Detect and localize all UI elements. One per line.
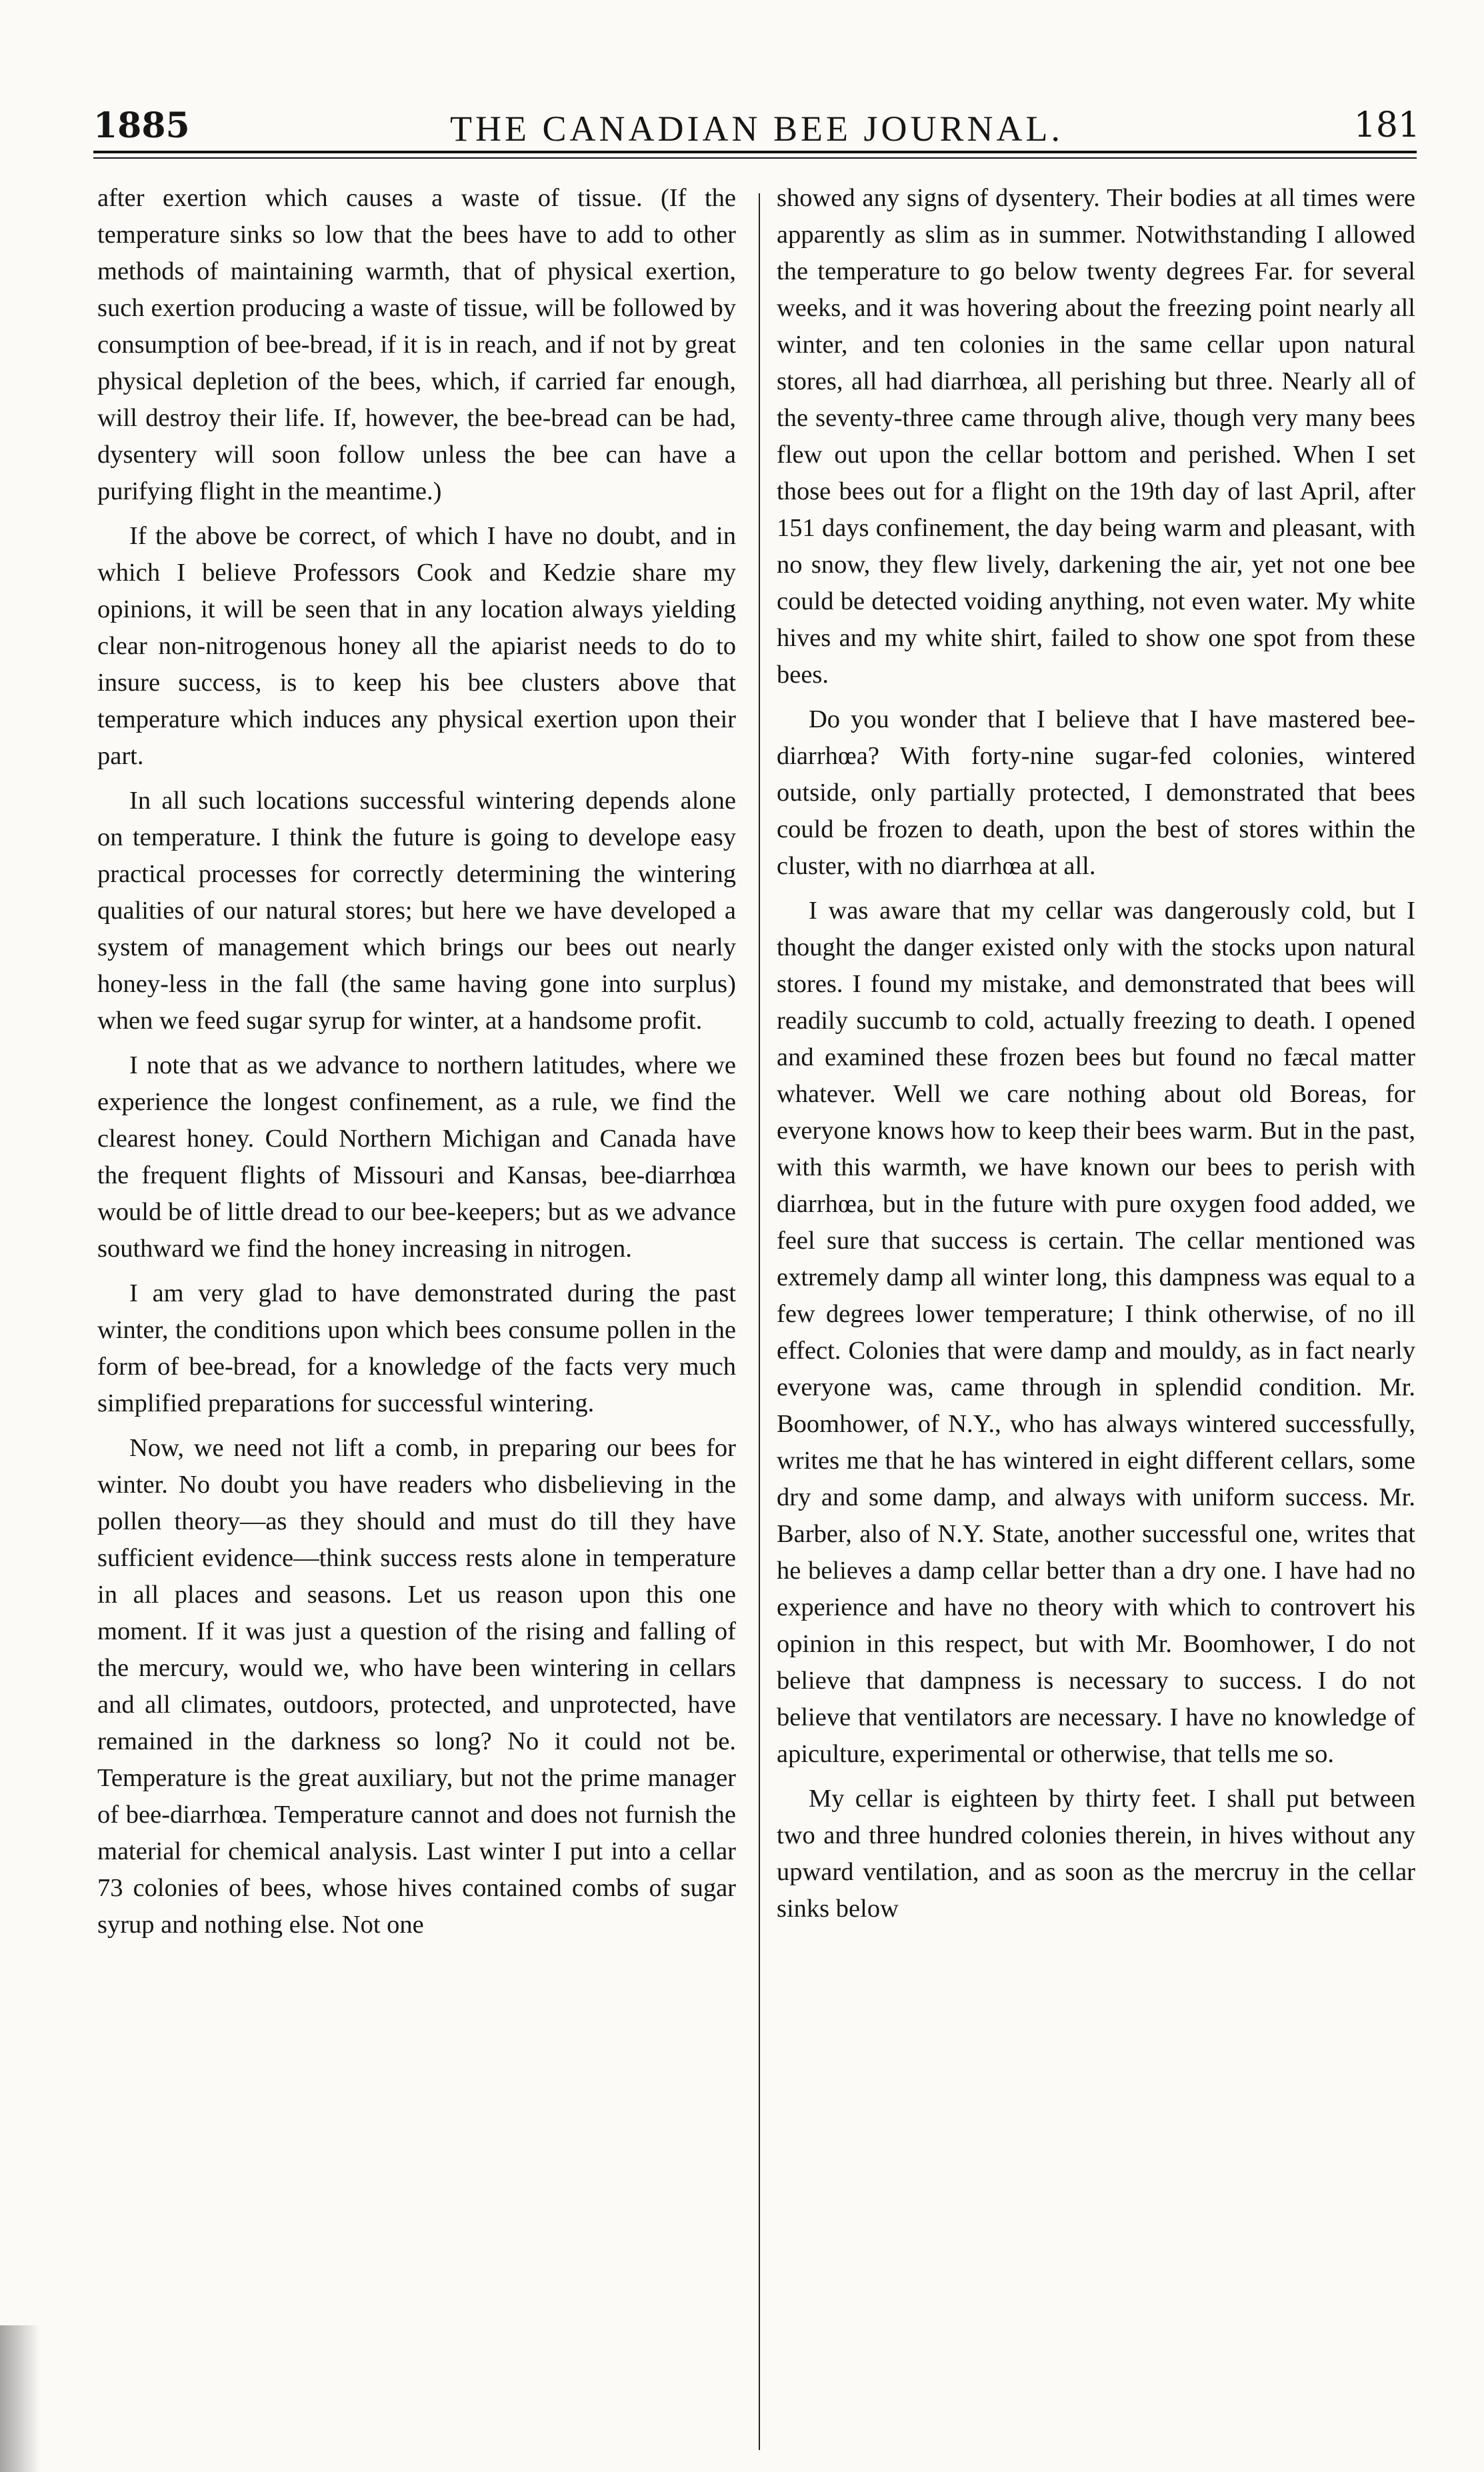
paragraph: showed any signs of dysentery. Their bodies at all times were apparently as slim as in summer. Notwithstanding I allowed the temperature to go below twenty degrees Far. for several weeks, and it was hovering about the freezing point nearly all winter, and ten colonies in the same cellar upon natural stores, all had diarrhœa, all perishing but three. Nearly all of the seventy-three came through alive, though very many bees flew out upon the cellar bottom and perished. When I set those bees out for a flight on the 19th day of last April, after 151 days confinement, the day being warm and pleasant, with no snow, they flew lively, darkening the air, yet not one bee could be detected voiding anything, not even water. My white hives and my white shirt, failed to show one spot from these bees. (777, 184, 1415, 689)
page-binding-shadow (0, 2325, 40, 2472)
paragraph: In all such locations successful wintering depends alone on temperature. I think the future is going to develope easy practical processes for correctly determining the wintering qualities of our natural stores; but here we have developed a system of management which brings our bees out nearly honey-less in the fall (the same having gone into surplus) when we feed sugar syrup for winter, at a handsome profit. (97, 787, 736, 1035)
right-column (777, 180, 1415, 2457)
page-header (93, 93, 1420, 167)
paragraph: I am very glad to have demonstrated during the past winter, the conditions upon which bees consume pollen in the form of bee-bread, for a knowledge of the facts very much simplified preparations for successful wintering. (97, 1279, 736, 1417)
journal-title: THE CANADIAN BEE JOURNAL. (450, 109, 1063, 149)
paragraph: I was aware that my cellar was dangerously cold, but I thought the danger existed only with the stocks upon natural stores. I found my mistake, and demonstrated that bees will readily succumb to cold, actually freezing to death. I opened and examined these frozen bees but found no fæcal matter whatever. Well we care nothing about old Boreas, for everyone knows how to keep their bees warm. But in the past, with this warmth, we have known our bees to perish with diarrhœa, but in the future with pure oxygen food added, we feel sure that success is certain. The cellar mentioned was extremely damp all winter long, this dampness was equal to a few degrees lower temperature; I think otherwise, of no ill effect. Colonies that were damp and mouldy, as in fact nearly everyone was, came through in splendid condition. Mr. Boomhower, of N.Y., who has always wintered successfully, writes me that he has wintered in eight different cellars, some dry and some damp, and always with uniform success. Mr. Barber, also of N.Y. State, another successful one, writes that he believes a damp cellar better than a dry one. I have had no experience and have no theory with which to controvert his opinion in this respect, but with Mr. Boomhower, I do not believe that dampness is necessary to success. I do not believe that ventilators are necessary. I have no knowledge of apiculture, experimental or otherwise, that tells me so. (777, 897, 1415, 1768)
paragraph: Do you wonder that I believe that I have mastered bee-diarrhœa? With forty-nine sugar-fed colonies, wintered outside, only partially protected, I demonstrated that bees could be frozen to death, upon the best of stores within the cluster, with no diarrhœa at all. (777, 705, 1415, 880)
paragraph: If the above be correct, of which I have no doubt, and in which I believe Professors Cook and Kedzie share my opinions, it will be seen that in any location always yielding clear non-nitrogenous honey all the apiarist needs to do to insure success, is to keep his bee clusters above that temperature which induces any physical exertion upon their part. (97, 522, 736, 770)
paragraph: Now, we need not lift a comb, in preparing our bees for winter. No doubt you have readers who disbelieving in the pollen theory—as they should and must do till they have sufficient evidence—think success rests alone in temperature in all places and seasons. Let us reason upon this one moment. If it was just a question of the rising and falling of the mercury, would we, who have been wintering in cellars and all climates, outdoors, protected, and unprotected, have remained in the darkness so long? No it could not be. Temperature is the great auxiliary, but not the prime manager of bee-diarrhœa. Temperature cannot and does not furnish the material for chemical analysis. Last winter I put into a cellar 73 colonies of bees, whose hives contained combs of sugar syrup and nothing else. Not one (97, 1434, 736, 1939)
header-rule-thick (93, 151, 1417, 153)
year: 1885 (93, 105, 190, 146)
paragraph: My cellar is eighteen by thirty feet. I shall put between two and three hundred colonies therein, in hives without any upward ventilation, and as soon as the mercruy in the cellar sinks below (777, 1785, 1415, 1923)
page-number: 181 (1353, 105, 1420, 145)
paragraph: I note that as we advance to northern latitudes, where we experience the longest confinement, as a rule, we find the clearest honey. Could Northern Michigan and Canada have the frequent flights of Missouri and Kansas, bee-diarrhœa would be of little dread to our bee-keepers; but as we advance southward we find the honey increasing in nitrogen. (97, 1051, 736, 1263)
header-rule-thin (93, 157, 1417, 159)
column-divider (759, 193, 760, 2450)
paragraph: after exertion which causes a waste of tissue. (If the temperature sinks so low that the bees have to add to other methods of maintaining warmth, that of physical exertion, such exertion producing a waste of tissue, will be followed by consumption of bee-bread, if it is in reach, and if not by great physical depletion of the bees, which, if carried far enough, will destroy their life. If, however, the bee-bread can be had, dysentery will soon follow unless the bee can have a purifying flight in the meantime.) (97, 184, 736, 505)
left-column (97, 180, 736, 2457)
